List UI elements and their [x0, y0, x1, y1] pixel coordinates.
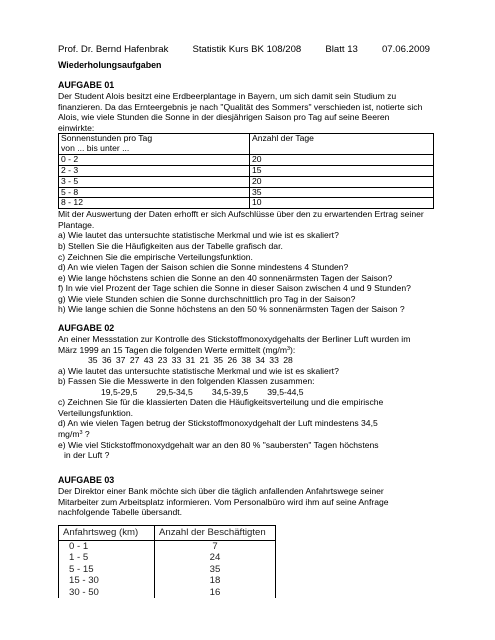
table-cell: 15 - 30: [59, 575, 155, 587]
task-01-question: f) In wie viel Prozent der Tage schien die Sonne in dieser Saison zwischen 4 und 9 Stunden?: [58, 283, 411, 294]
task-01-question: a) Wie lautet das untersuchte statistische Merkmal und wie ist es skaliert?: [58, 230, 339, 241]
task-01-intro-line: einwirkte:: [58, 122, 95, 133]
table-cell: 7: [155, 540, 276, 552]
header-range-label: von ... bis unter ...: [61, 143, 130, 154]
table-cell: 15: [250, 165, 434, 176]
sunshine-table: [58, 133, 434, 209]
page-header: [58, 44, 430, 56]
table-row: [59, 187, 434, 198]
table-row: [59, 176, 434, 187]
text-span: mg/m: [58, 429, 80, 440]
table-cell: 20: [250, 154, 434, 165]
table-cell: 24: [155, 552, 276, 564]
header-date: 07.06.2009: [381, 44, 430, 55]
table-cell: 2 - 3: [59, 165, 250, 176]
task-01-question: h) Wie lange schien die Sonne höchstens an den 50 % sonnenärmsten Tagen der Saison ?: [58, 304, 405, 315]
header-sheet: Blatt 13: [325, 44, 358, 55]
class-intervals: 19,5-29,5 29,5-34,5 34,5-39,5 39,5-44,5: [101, 386, 304, 397]
task-01-question: b) Stellen Sie die Häufigkeiten aus der Tabelle grafisch dar.: [58, 241, 283, 252]
text-span: ):: [290, 344, 296, 355]
task-02-intro-line: [58, 345, 448, 356]
measurement-values: 35 36 37 27 43 23 33 31 21 35 26 38 34 33 28: [88, 355, 293, 366]
table-row: [59, 552, 276, 564]
task-03-intro-line: nachfolgende Tabelle übersandt.: [58, 507, 183, 518]
table-row: [59, 575, 276, 587]
task-02-intro-line: An einer Messstation zur Kontrolle des Stickstoffmonoxydgehalts der Berliner Luft wurden im: [58, 333, 411, 344]
task-02-question: d) An wie vielen Tagen betrug der Stickstoffmonoxydgehalt der Luft mindestens 34,5: [58, 418, 378, 429]
table-row: [59, 165, 434, 176]
task-02-question: b) Fassen Sie die Messwerte in den folgenden Klassen zusammen:: [58, 376, 315, 387]
task-03-intro-line: Der Direktor einer Bank möchte sich über die täglich anfallenden Anfahrtswege seiner: [58, 485, 384, 496]
table-cell: 30 - 50: [59, 587, 155, 599]
task-03-title: AUFGABE 03: [58, 475, 115, 485]
table-cell: 0 - 2: [59, 154, 250, 165]
table-header-row: [59, 526, 276, 541]
table-header-cell: Anfahrtsweg (km): [59, 526, 155, 541]
table-header-cell: [59, 134, 250, 155]
task-02-question: in der Luft ?: [64, 450, 110, 461]
table-cell: 16: [155, 587, 276, 599]
task-01-intro-line: finanzieren. Da das Ernteergebnis je nach "Qualität des Sommers" verschieden ist, notierte sich: [58, 101, 423, 112]
superscript: 3: [286, 345, 291, 352]
task-01-text-line: Plantage.: [58, 219, 95, 230]
task-02-question: Verteilungsfunktion.: [58, 407, 134, 418]
table-row: [59, 540, 276, 552]
task-03: [58, 475, 448, 518]
table-row: [59, 198, 434, 209]
table-cell: 1 - 5: [59, 552, 155, 564]
text-span: März 1999 an 15 Tagen die folgenden Werte ermittelt (mg/m: [58, 344, 287, 355]
table-row: [59, 564, 276, 576]
table-cell: 35: [155, 564, 276, 576]
task-01-question: g) Wie viele Stunden schien die Sonne durchschnittlich pro Tag in der Saison?: [58, 293, 356, 304]
task-03-intro-line: Mitarbeiter zum Arbeitsplatz informieren. Vom Personalbüro wird ihm auf seine Anfrage: [58, 496, 389, 507]
header-author: Prof. Dr. Bernd Hafenbrak: [58, 44, 169, 55]
table-row: [59, 587, 276, 599]
header-course: Statistik Kurs BK 108/208: [192, 44, 302, 55]
task-01: [58, 80, 448, 315]
table-cell: 35: [250, 187, 434, 198]
table-row: [59, 154, 434, 165]
table-header-cell: Anzahl der Beschäftigten: [155, 526, 276, 541]
task-02-question: e) Wie viel Stickstoffmonoxydgehalt war an den 80 % "saubersten" Tagen höchstens: [58, 439, 379, 450]
text-span: ?: [82, 429, 90, 440]
table-cell: 5 - 15: [59, 564, 155, 576]
task-01-intro-line: Der Student Alois besitzt eine Erdbeerplantage in Bayern, um sich damit sein Studium zu: [58, 90, 397, 101]
superscript: 3: [79, 430, 83, 437]
task-01-question: c) Zeichnen Sie die empirische Verteilungsfunktion.: [58, 251, 253, 262]
task-01-text-line: Mit der Auswertung der Daten erhofft er sich Aufschlüsse über den zu erwartenden Ertrag seiner: [58, 209, 424, 220]
table-cell: 18: [155, 575, 276, 587]
task-01-question: e) Wie lange höchstens schien die Sonne an den 40 sonnenärmsten Tagen der Saison?: [58, 272, 393, 283]
task-01-title: AUFGABE 01: [58, 80, 115, 90]
commute-table: [58, 525, 276, 598]
task-02: [58, 323, 448, 461]
page-subtitle: Wiederholungsaufgaben: [58, 60, 162, 70]
table-cell: 8 - 12: [59, 198, 250, 209]
table-cell: 20: [250, 176, 434, 187]
table-cell: 10: [250, 198, 434, 209]
table-header-row: [59, 134, 434, 155]
task-01-intro-line: Alois, wie viele Stunden die Sonne in der diesjährigen Saison pro Tag auf seine Beeren: [58, 112, 390, 123]
task-02-title: AUFGABE 02: [58, 323, 115, 333]
table-cell: 0 - 1: [59, 540, 155, 552]
table-cell: 3 - 5: [59, 176, 250, 187]
task-02-question: [58, 429, 448, 440]
task-02-question: a) Wie lautet das untersuchte statistische Merkmal und wie ist es skaliert?: [58, 365, 339, 376]
table-cell: 5 - 8: [59, 187, 250, 198]
header-hours-label: Sonnenstunden pro Tag: [61, 133, 153, 144]
table-header-cell: Anzahl der Tage: [250, 134, 434, 155]
task-02-question: c) Zeichnen Sie für die klassierten Daten die Häufigkeitsverteilung und die empirische: [58, 397, 384, 408]
task-01-question: d) An wie vielen Tagen der Saison schien die Sonne mindestens 4 Stunden?: [58, 262, 349, 273]
